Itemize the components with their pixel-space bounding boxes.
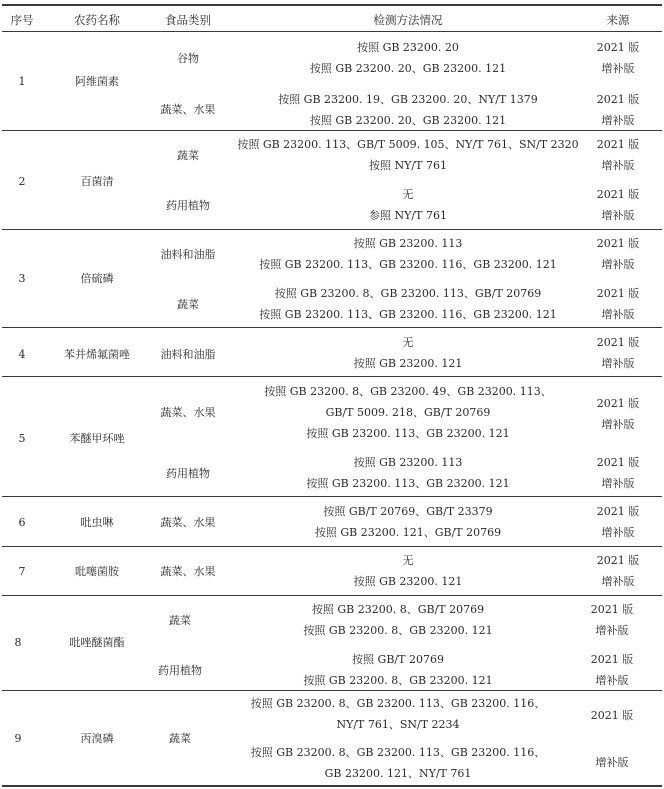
row-1-food-1: 谷物 <box>177 52 199 65</box>
row-3-food-2: 蔬菜 <box>177 298 199 311</box>
row-1-method-2: 按照 GB 23200. 20、GB 23200. 121 <box>309 62 507 75</box>
row-4-method-1: 无 <box>402 336 414 349</box>
row-1-source-2: 增补版 <box>601 62 635 75</box>
row-8-food-1: 蔬菜 <box>169 614 191 627</box>
row-divider <box>2 327 662 328</box>
header-pesticide-name: 农药名称 <box>74 13 120 27</box>
row-6-method-1: 按照 GB/T 20769、GB/T 23379 <box>323 505 493 518</box>
row-2-method-3: 无 <box>402 188 414 201</box>
row-7-source-1: 2021 版 <box>596 554 640 567</box>
row-9-name: 丙溴磷 <box>80 732 114 745</box>
row-1-source-4: 增补版 <box>601 114 635 127</box>
row-8-method-2: 按照 GB 23200. 8、GB 23200. 121 <box>303 624 493 637</box>
row-9-food-1: 蔬菜 <box>169 732 191 745</box>
row-3-source-4: 增补版 <box>601 308 635 321</box>
row-4-name: 苯并烯氟菌唑 <box>64 348 130 361</box>
table-bottom-rule <box>2 785 662 787</box>
row-4-source-1: 2021 版 <box>596 336 640 349</box>
row-8-method-4: 按照 GB 23200. 8、GB 23200. 121 <box>303 674 493 687</box>
row-1-source-3: 2021 版 <box>596 93 640 106</box>
row-2-no: 2 <box>18 175 26 188</box>
row-2-source-2: 增补版 <box>601 159 635 172</box>
header-food-category: 食品类别 <box>165 13 211 27</box>
row-3-source-1: 2021 版 <box>596 237 640 250</box>
row-2-source-3: 2021 版 <box>596 188 640 201</box>
row-9-method-2: NY/T 761、SN/T 2234 <box>336 718 460 731</box>
row-divider <box>2 496 662 497</box>
row-divider <box>2 376 662 377</box>
row-7-no: 7 <box>18 565 26 578</box>
row-4-no: 4 <box>18 348 26 361</box>
row-1-food-2: 蔬菜、水果 <box>160 103 216 116</box>
row-divider <box>2 546 662 547</box>
row-5-no: 5 <box>18 432 26 445</box>
header-source: 来源 <box>606 13 630 27</box>
row-7-food-1: 蔬菜、水果 <box>160 565 216 578</box>
row-5-method-4: 按照 GB 23200. 113 <box>353 456 463 469</box>
row-2-source-4: 增补版 <box>601 209 635 222</box>
row-2-method-4: 参照 NY/T 761 <box>369 209 447 222</box>
row-5-name: 苯醚甲环唑 <box>69 432 125 445</box>
row-8-source-2: 增补版 <box>595 624 629 637</box>
row-2-method-1: 按照 GB 23200. 113、GB/T 5009. 105、NY/T 761、SN/T 2320 <box>237 138 579 151</box>
row-8-source-1: 2021 版 <box>590 603 634 616</box>
row-8-source-4: 增补版 <box>595 674 629 687</box>
row-3-source-3: 2021 版 <box>596 287 640 300</box>
row-6-source-1: 2021 版 <box>596 505 640 518</box>
table-top-rule <box>2 4 662 6</box>
row-divider <box>2 595 662 596</box>
row-7-source-2: 增补版 <box>601 575 635 588</box>
row-1-name: 阿维菌素 <box>75 75 119 88</box>
row-divider <box>2 229 662 230</box>
row-9-method-1: 按照 GB 23200. 8、GB 23200. 113、GB 23200. 116、 <box>250 697 546 710</box>
row-2-food-2: 药用植物 <box>166 199 210 212</box>
row-6-name: 吡虫啉 <box>80 516 114 529</box>
row-4-source-2: 增补版 <box>601 357 635 370</box>
row-8-method-1: 按照 GB 23200. 8、GB/T 20769 <box>311 603 485 616</box>
row-1-method-3: 按照 GB 23200. 19、GB 23200. 20、NY/T 1379 <box>278 93 538 106</box>
row-5-method-3: 按照 GB 23200. 113、GB 23200. 121 <box>306 427 510 440</box>
row-6-source-2: 增补版 <box>601 526 635 539</box>
row-6-food-1: 蔬菜、水果 <box>160 516 216 529</box>
row-2-food-1: 蔬菜 <box>177 149 199 162</box>
row-8-name: 吡唑醚菌酯 <box>69 636 125 649</box>
row-7-method-2: 按照 GB 23200. 121 <box>353 575 463 588</box>
row-1-method-4: 按照 GB 23200. 20、GB 23200. 121 <box>309 114 507 127</box>
row-3-method-2: 按照 GB 23200. 113、GB 23200. 116、GB 23200. 121 <box>259 258 557 271</box>
row-5-source-3: 2021 版 <box>596 456 640 469</box>
row-9-source-2: 增补版 <box>595 756 629 769</box>
header-detection-method: 检测方法情况 <box>373 13 443 27</box>
row-3-method-4: 按照 GB 23200. 113、GB 23200. 116、GB 23200. 121 <box>259 308 557 321</box>
row-4-food-1: 油料和油脂 <box>160 348 216 361</box>
row-1-no: 1 <box>18 75 26 88</box>
row-6-method-2: 按照 GB 23200. 121、GB/T 20769 <box>314 526 502 539</box>
row-5-food-1: 蔬菜、水果 <box>160 406 216 419</box>
row-8-source-3: 2021 版 <box>590 653 634 666</box>
row-5-source-2: 增补版 <box>601 418 635 431</box>
row-3-no: 3 <box>18 272 26 285</box>
row-1-method-1: 按照 GB 23200. 20 <box>357 41 459 54</box>
row-3-method-3: 按照 GB 23200. 8、GB 23200. 113、GB/T 20769 <box>274 287 542 300</box>
row-9-source-1: 2021 版 <box>590 709 634 722</box>
row-2-method-2: 按照 NY/T 761 <box>369 159 447 172</box>
row-6-no: 6 <box>18 516 26 529</box>
row-3-method-1: 按照 GB 23200. 113 <box>353 237 463 250</box>
row-5-food-2: 药用植物 <box>166 467 210 480</box>
row-5-method-1: 按照 GB 23200. 8、GB 23200. 49、GB 23200. 113、 <box>264 385 552 398</box>
row-3-name: 倍硫磷 <box>80 272 114 285</box>
row-7-name: 吡噻菌胺 <box>75 565 119 578</box>
row-9-no: 9 <box>14 732 22 745</box>
row-9-method-3: 按照 GB 23200. 8、GB 23200. 113、GB 23200. 116、 <box>250 746 546 759</box>
row-2-name: 百菌清 <box>80 175 114 188</box>
row-7-method-1: 无 <box>402 554 414 567</box>
row-4-method-2: 按照 GB 23200. 121 <box>353 357 463 370</box>
row-5-method-2: GB/T 5009. 218、GB/T 20769 <box>325 406 491 419</box>
row-3-food-1: 油料和油脂 <box>160 248 216 261</box>
row-8-food-2: 药用植物 <box>158 664 202 677</box>
row-8-method-3: 按照 GB/T 20769 <box>352 653 444 666</box>
row-5-method-5: 按照 GB 23200. 113、GB 23200. 121 <box>306 477 510 490</box>
row-3-source-2: 增补版 <box>601 258 635 271</box>
row-8-no: 8 <box>14 636 22 649</box>
header-no: 序号 <box>10 13 34 27</box>
header-bottom-rule <box>2 31 662 32</box>
row-9-method-4: GB 23200. 121、NY/T 761 <box>324 767 472 780</box>
row-divider <box>2 690 662 691</box>
row-5-source-4: 增补版 <box>601 477 635 490</box>
row-divider <box>2 130 662 131</box>
row-2-source-1: 2021 版 <box>596 138 640 151</box>
row-5-source-1: 2021 版 <box>596 397 640 410</box>
row-1-source-1: 2021 版 <box>596 41 640 54</box>
